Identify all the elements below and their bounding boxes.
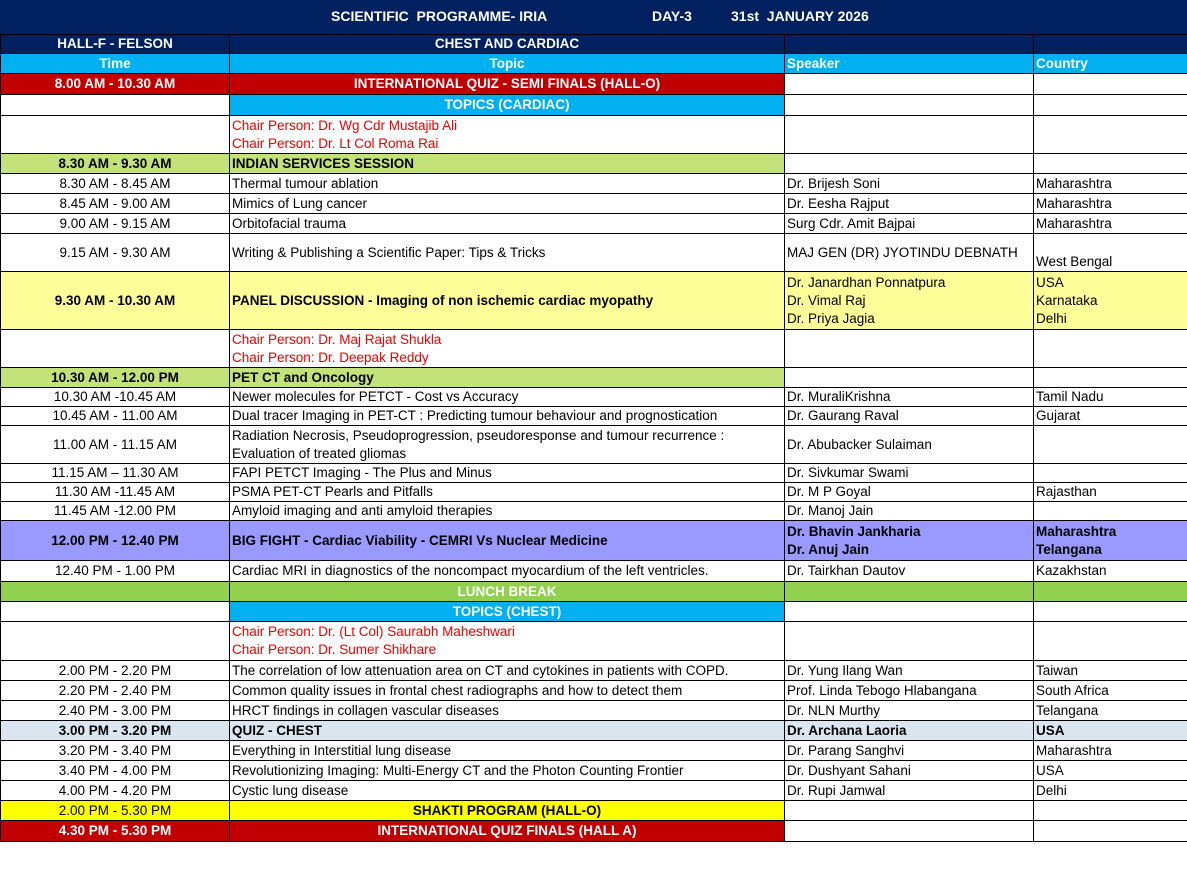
talk-row <box>1 214 1187 234</box>
schedule-table <box>0 34 1187 842</box>
country-cell: Tamil Nadu <box>1034 388 1187 407</box>
speaker-cell: Dr. Yung Ilang Wan <box>785 661 1034 681</box>
topic-header: Topic <box>230 54 785 74</box>
time-cell: 12.40 PM - 1.00 PM <box>1 561 230 582</box>
country-cell: USA <box>1034 761 1187 781</box>
debate-country: Maharashtra <box>1036 523 1117 539</box>
country-cell: Gujarat <box>1034 407 1187 426</box>
chair-person-2: Chair Person: Dr. Lt Col Roma Rai <box>232 135 439 151</box>
talk-row <box>1 174 1187 194</box>
chair-person-2: Chair Person: Dr. Deepak Reddy <box>232 349 429 365</box>
country-cell <box>1034 272 1187 330</box>
country-cell: Taiwan <box>1034 661 1187 681</box>
talk-row <box>1 781 1187 801</box>
time-cell: 11.15 AM – 11.30 AM <box>1 464 230 483</box>
quiz-chest-row <box>1 721 1187 741</box>
panel-speaker: Dr. Priya Jagia <box>787 310 875 326</box>
time-cell: 8.30 AM - 9.30 AM <box>1 154 230 174</box>
chair-panel-row <box>1 330 1187 368</box>
talk-row <box>1 388 1187 407</box>
speaker-cell: Dr. Eesha Rajput <box>785 194 1034 214</box>
header-row <box>1 54 1187 74</box>
topic-cell: INTERNATIONAL QUIZ - SEMI FINALS (HALL-O) <box>230 74 785 95</box>
topic-cell: FAPI PETCT Imaging - The Plus and Minus <box>230 464 785 483</box>
chair-cardiac-row <box>1 116 1187 154</box>
topics-cardiac-row <box>1 95 1187 116</box>
country-cell: USA <box>1034 721 1187 741</box>
panel-country: Karnataka <box>1036 292 1098 308</box>
speaker-cell: Dr. NLN Murthy <box>785 701 1034 721</box>
time-cell: 11.45 AM -12.00 PM <box>1 502 230 521</box>
time-cell: 4.30 PM - 5.30 PM <box>1 821 230 842</box>
speaker-cell: Dr. Dushyant Sahani <box>785 761 1034 781</box>
chair-person-1: Chair Person: Dr. Maj Rajat Shukla <box>232 331 442 347</box>
panel-discussion-row <box>1 272 1187 330</box>
session-name: CHEST AND CARDIAC <box>230 35 785 54</box>
petct-session-row <box>1 368 1187 388</box>
topic-cell <box>230 272 785 330</box>
time-cell: 12.00 PM - 12.40 PM <box>1 521 230 561</box>
lunch-break-row <box>1 582 1187 602</box>
topic-cell: INTERNATIONAL QUIZ FINALS (HALL A) <box>230 821 785 842</box>
country-cell: Telangana <box>1034 701 1187 721</box>
talk-row <box>1 194 1187 214</box>
topic-line-1: Radiation Necrosis, Pseudoprogression, pseudoresponse and tumour recurrence : <box>232 427 725 443</box>
country-cell: Maharashtra <box>1034 741 1187 761</box>
topic-cell: Cardiac MRI in diagnostics of the noncompact myocardium of the left ventricles. <box>230 561 785 582</box>
section-heading: TOPICS (CHEST) <box>230 602 785 622</box>
speaker-header: Speaker <box>785 54 1034 74</box>
topic-cell: Dual tracer Imaging in PET-CT : Predicting tumour behaviour and prognostication <box>230 407 785 426</box>
topic-cell: Writing & Publishing a Scientific Paper: Tips & Tricks <box>230 234 785 272</box>
speaker-cell <box>785 521 1034 561</box>
panel-subtitle: - Imaging of non ischemic cardiac myopathy <box>364 292 654 308</box>
country-cell: South Africa <box>1034 681 1187 701</box>
day-label: DAY-3 <box>652 8 692 24</box>
time-cell: 11.30 AM -11.45 AM <box>1 483 230 502</box>
topic-cell: Common quality issues in frontal chest radiographs and how to detect them <box>230 681 785 701</box>
country-cell: Kazakhstan <box>1034 561 1187 582</box>
time-cell: 2.00 PM - 2.20 PM <box>1 661 230 681</box>
chair-person-cell <box>230 116 785 154</box>
services-session-row <box>1 154 1187 174</box>
speaker-cell: Dr. Rupi Jamwal <box>785 781 1034 801</box>
lunch-break-label: LUNCH BREAK <box>230 582 785 602</box>
country-cell: West Bengal <box>1034 234 1187 272</box>
chair-person-cell <box>230 622 785 661</box>
topics-chest-row <box>1 602 1187 622</box>
talk-row <box>1 741 1187 761</box>
shakti-row <box>1 801 1187 821</box>
country-cell: Maharashtra <box>1034 174 1187 194</box>
debate-speaker: Dr. Anuj Jain <box>787 541 870 557</box>
country-cell: Maharashtra <box>1034 194 1187 214</box>
panel-country: USA <box>1036 274 1064 290</box>
topic-cell: Amyloid imaging and anti amyloid therapies <box>230 502 785 521</box>
speaker-cell: Dr. Sivkumar Swami <box>785 464 1034 483</box>
topic-cell <box>230 426 785 464</box>
topic-cell: HRCT findings in collagen vascular diseases <box>230 701 785 721</box>
country-cell <box>1034 502 1187 521</box>
chair-chest-row <box>1 622 1187 661</box>
speaker-cell: MAJ GEN (DR) JYOTINDU DEBNATH <box>785 234 1034 272</box>
quiz-final-row <box>1 821 1187 842</box>
topic-cell: Everything in Interstitial lung disease <box>230 741 785 761</box>
speaker-cell: Dr. M P Goyal <box>785 483 1034 502</box>
time-cell: 4.00 PM - 4.20 PM <box>1 781 230 801</box>
panel-speaker: Dr. Vimal Raj <box>787 292 866 308</box>
big-fight-row <box>1 521 1187 561</box>
talk-row <box>1 426 1187 464</box>
speaker-cell: Dr. Brijesh Soni <box>785 174 1034 194</box>
speaker-cell: Prof. Linda Tebogo Hlabangana <box>785 681 1034 701</box>
time-cell: 2.00 PM - 5.30 PM <box>1 801 230 821</box>
time-cell: 10.45 AM - 11.00 AM <box>1 407 230 426</box>
talk-row <box>1 407 1187 426</box>
time-cell: 3.20 PM - 3.40 PM <box>1 741 230 761</box>
session-title: INDIAN SERVICES SESSION <box>230 154 785 174</box>
speaker-cell: Dr. Manoj Jain <box>785 502 1034 521</box>
speaker-cell: Dr. MuraliKrishna <box>785 388 1034 407</box>
talk-row <box>1 234 1187 272</box>
topic-cell: Revolutionizing Imaging: Multi-Energy CT and the Photon Counting Frontier <box>230 761 785 781</box>
speaker-cell: Dr. Gaurang Raval <box>785 407 1034 426</box>
time-cell: 10.30 AM -10.45 AM <box>1 388 230 407</box>
panel-country: Delhi <box>1036 310 1067 326</box>
debate-country: Telangana <box>1036 541 1102 557</box>
time-cell: 9.00 AM - 9.15 AM <box>1 214 230 234</box>
talk-row <box>1 561 1187 582</box>
talk-row <box>1 661 1187 681</box>
time-cell: 8.45 AM - 9.00 AM <box>1 194 230 214</box>
talk-row <box>1 483 1187 502</box>
date-label: 31st JANUARY 2026 <box>731 8 869 24</box>
speaker-cell: Dr. Abubacker Sulaiman <box>785 426 1034 464</box>
time-header: Time <box>1 54 230 74</box>
session-title: PET CT and Oncology <box>230 368 785 388</box>
topic-cell: BIG FIGHT - Cardiac Viability - CEMRI Vs Nuclear Medicine <box>230 521 785 561</box>
topic-cell: Mimics of Lung cancer <box>230 194 785 214</box>
hall-row <box>1 35 1187 54</box>
topic-cell: Cystic lung disease <box>230 781 785 801</box>
topic-line-2: Evaluation of treated gliomas <box>232 445 407 461</box>
talk-row <box>1 681 1187 701</box>
speaker-cell: Surg Cdr. Amit Bajpai <box>785 214 1034 234</box>
time-cell: 10.30 AM - 12.00 PM <box>1 368 230 388</box>
topic-cell: The correlation of low attenuation area on CT and cytokines in patients with COPD. <box>230 661 785 681</box>
quiz-semi-row <box>1 74 1187 95</box>
speaker-cell: Dr. Tairkhan Dautov <box>785 561 1034 582</box>
time-cell: 3.40 PM - 4.00 PM <box>1 761 230 781</box>
time-cell: 8.00 AM - 10.30 AM <box>1 74 230 95</box>
country-header: Country <box>1034 54 1187 74</box>
talk-row <box>1 502 1187 521</box>
hall-name: HALL-F - FELSON <box>1 35 230 54</box>
country-cell <box>1034 426 1187 464</box>
time-cell: 3.00 PM - 3.20 PM <box>1 721 230 741</box>
debate-speaker: Dr. Bhavin Jankharia <box>787 523 921 539</box>
chair-person-2: Chair Person: Dr. Sumer Shikhare <box>232 642 437 657</box>
speaker-cell: Dr. Archana Laoria <box>785 721 1034 741</box>
time-cell: 2.40 PM - 3.00 PM <box>1 701 230 721</box>
topic-cell: QUIZ - CHEST <box>230 721 785 741</box>
time-cell: 2.20 PM - 2.40 PM <box>1 681 230 701</box>
country-cell: Rajasthan <box>1034 483 1187 502</box>
speaker-cell: Dr. Parang Sanghvi <box>785 741 1034 761</box>
section-heading: TOPICS (CARDIAC) <box>230 95 785 116</box>
time-cell: 11.00 AM - 11.15 AM <box>1 426 230 464</box>
topic-cell: Thermal tumour ablation <box>230 174 785 194</box>
time-cell: 9.15 AM - 9.30 AM <box>1 234 230 272</box>
topic-cell: SHAKTI PROGRAM (HALL-O) <box>230 801 785 821</box>
time-cell: 9.30 AM - 10.30 AM <box>1 272 230 330</box>
topic-cell: Newer molecules for PETCT - Cost vs Accuracy <box>230 388 785 407</box>
country-cell: Maharashtra <box>1034 214 1187 234</box>
talk-row <box>1 464 1187 483</box>
panel-title: PANEL DISCUSSION <box>232 292 365 308</box>
country-cell <box>1034 464 1187 483</box>
topic-cell: Orbitofacial trauma <box>230 214 785 234</box>
panel-speaker: Dr. Janardhan Ponnatpura <box>787 274 946 290</box>
talk-row <box>1 701 1187 721</box>
speaker-cell <box>785 272 1034 330</box>
country-cell <box>1034 521 1187 561</box>
programme-title: SCIENTIFIC PROGRAMME- IRIA <box>331 8 548 24</box>
chair-person-1: Chair Person: Dr. Wg Cdr Mustajib Ali <box>232 117 458 133</box>
topic-cell: PSMA PET-CT Pearls and Pitfalls <box>230 483 785 502</box>
chair-person-cell <box>230 330 785 368</box>
chair-person-1: Chair Person: Dr. (Lt Col) Saurabh Maheshwari <box>232 624 515 639</box>
time-cell: 8.30 AM - 8.45 AM <box>1 174 230 194</box>
title-bar <box>0 0 1187 34</box>
talk-row <box>1 761 1187 781</box>
country-cell: Delhi <box>1034 781 1187 801</box>
